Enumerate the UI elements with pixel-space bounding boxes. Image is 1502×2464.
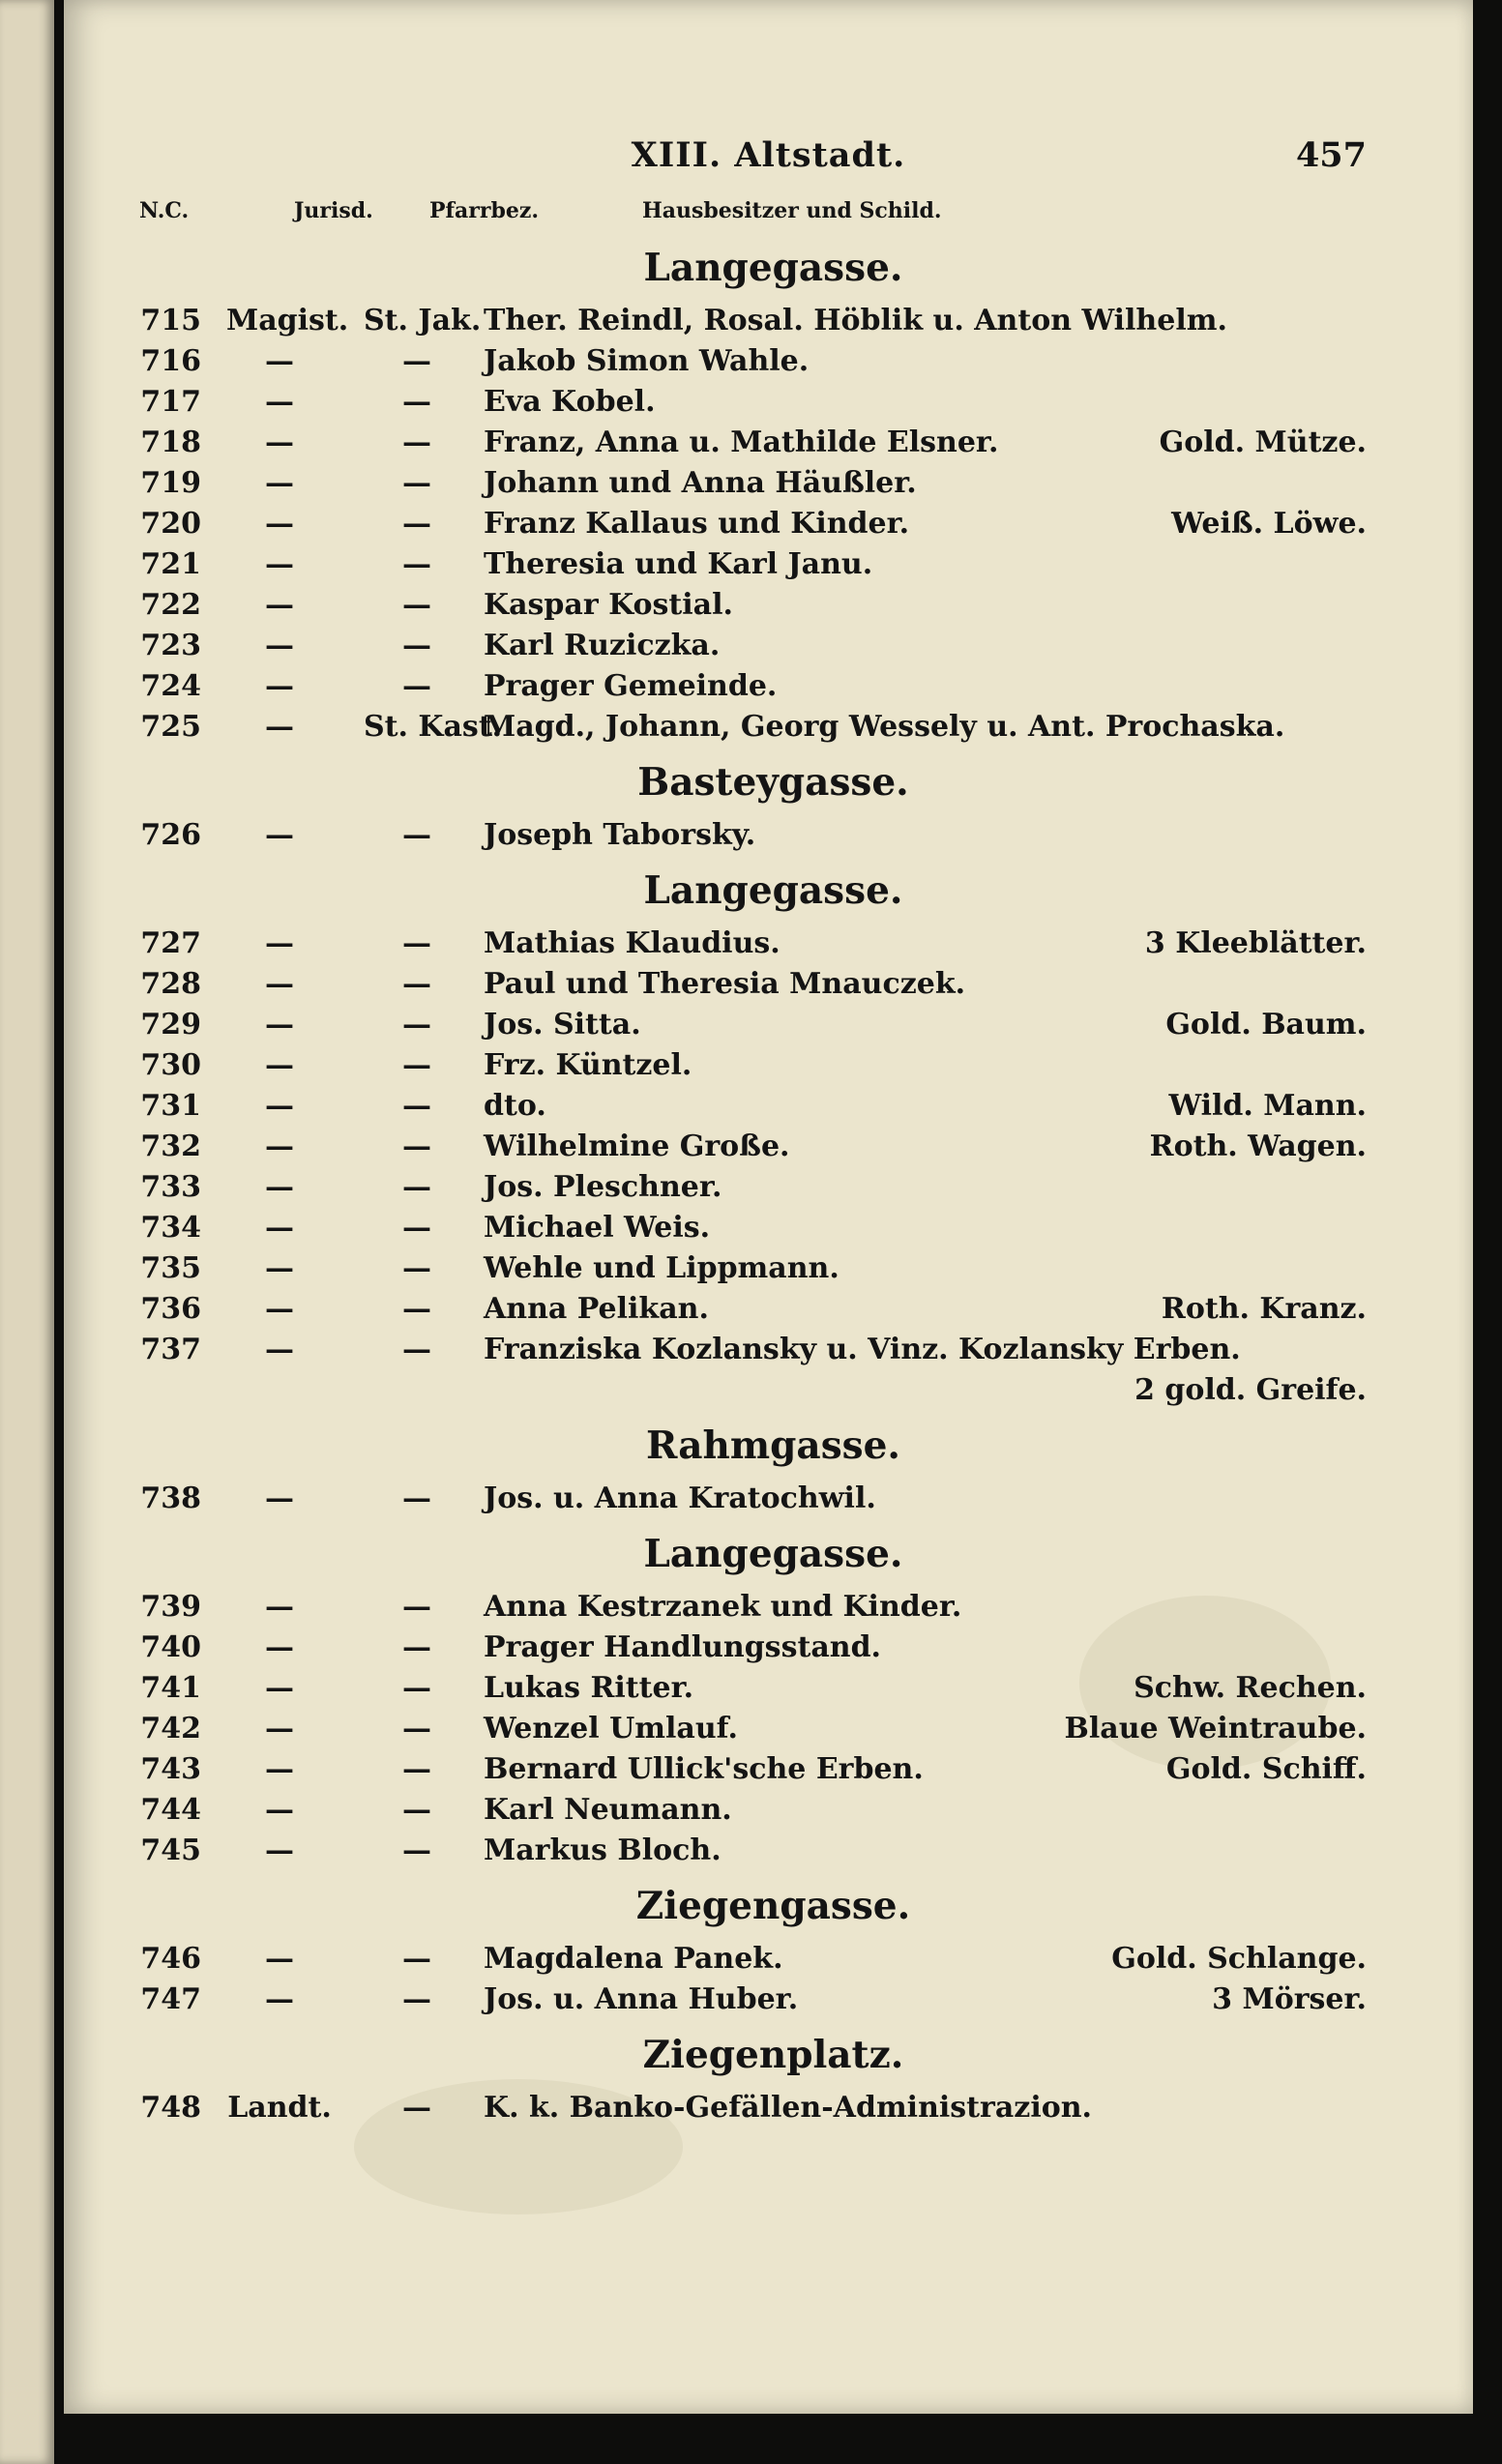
jurisdiction: — — [265, 1982, 294, 2016]
house-number: 742 — [140, 1712, 201, 1745]
list-item — [64, 545, 1473, 586]
jurisdiction: — — [265, 1833, 294, 1867]
house-number: 720 — [140, 507, 201, 541]
house-sign: 3 Kleeblätter. — [1144, 926, 1367, 960]
list-item — [64, 1209, 1473, 1249]
house-number: 739 — [140, 1590, 201, 1624]
list-item-continuation — [64, 1371, 1473, 1412]
house-number: 723 — [140, 629, 201, 662]
house-sign: Wild. Mann. — [1168, 1089, 1367, 1123]
jurisdiction: — — [265, 1292, 294, 1326]
house-number: 737 — [140, 1333, 201, 1366]
parish: — — [402, 818, 431, 852]
house-number: 734 — [140, 1211, 201, 1245]
street-heading: Ziegengasse. — [635, 1884, 911, 1928]
parish: — — [402, 669, 431, 703]
owner-name: Jos. u. Anna Kratochwil. — [484, 1481, 876, 1515]
jurisdiction: — — [265, 1170, 294, 1204]
jurisdiction: — — [265, 1630, 294, 1664]
parish: — — [402, 344, 431, 378]
page-header — [64, 135, 1473, 180]
book-page — [64, 0, 1473, 2414]
house-sign: Blaue Weintraube. — [1064, 1712, 1367, 1745]
owner-name: Michael Weis. — [484, 1211, 711, 1245]
jurisdiction: — — [265, 818, 294, 852]
list-item — [64, 383, 1473, 424]
owner-name: Anna Kestrzanek und Kinder. — [484, 1590, 962, 1624]
jurisdiction: — — [265, 1712, 294, 1745]
owner-name: Franziska Kozlansky u. Vinz. Kozlansky Erben. — [484, 1333, 1241, 1366]
jurisdiction: — — [265, 1793, 294, 1827]
house-number: 729 — [140, 1008, 201, 1041]
parish: — — [402, 1481, 431, 1515]
owner-name: Mathias Klaudius. — [484, 926, 780, 960]
house-number: 733 — [140, 1170, 201, 1204]
jurisdiction: — — [265, 1752, 294, 1786]
street-heading: Langegasse. — [643, 868, 903, 913]
house-number: 748 — [140, 2091, 201, 2125]
street-heading: Langegasse. — [643, 246, 903, 290]
jurisdiction: — — [265, 1251, 294, 1285]
jurisdiction: — — [265, 1481, 294, 1515]
list-item — [64, 1940, 1473, 1980]
jurisdiction: — — [265, 344, 294, 378]
owner-name: Prager Gemeinde. — [484, 669, 778, 703]
list-item — [64, 1249, 1473, 1290]
list-item — [64, 302, 1473, 342]
list-item — [64, 1669, 1473, 1710]
left-page-edge — [0, 0, 54, 2464]
list-item — [64, 1588, 1473, 1628]
parish: — — [402, 1333, 431, 1366]
owner-name: Karl Ruziczka. — [484, 629, 721, 662]
list-item — [64, 1087, 1473, 1128]
owner-name: Joseph Taborsky. — [484, 818, 756, 852]
list-item — [64, 627, 1473, 667]
parish: — — [402, 1008, 431, 1041]
house-number: 741 — [140, 1671, 201, 1705]
owner-name: Eva Kobel. — [484, 385, 656, 419]
house-number: 732 — [140, 1129, 201, 1163]
jurisdiction: — — [265, 588, 294, 622]
parish: — — [402, 1048, 431, 1082]
column-header-pfarr: Pfarrbez. — [429, 198, 539, 223]
list-item — [64, 1331, 1473, 1371]
owner-name: Kaspar Kostial. — [484, 588, 733, 622]
jurisdiction: — — [265, 1048, 294, 1082]
list-item — [64, 342, 1473, 383]
owner-name: Bernard Ullick'sche Erben. — [484, 1752, 924, 1786]
jurisdiction: — — [265, 926, 294, 960]
street-heading: Langegasse. — [643, 1532, 903, 1576]
house-number: 719 — [140, 466, 201, 500]
parish: — — [402, 1793, 431, 1827]
house-number: 715 — [140, 304, 201, 337]
owner-name: Magd., Johann, Georg Wessely u. Ant. Prochaska. — [484, 710, 1285, 744]
parish: — — [402, 466, 431, 500]
parish: — — [402, 1590, 431, 1624]
jurisdiction: — — [265, 547, 294, 581]
parish: — — [402, 1671, 431, 1705]
owner-name: Jos. Sitta. — [484, 1008, 641, 1041]
parish: — — [402, 926, 431, 960]
owner-name: Jakob Simon Wahle. — [484, 344, 810, 378]
owner-name: Karl Neumann. — [484, 1793, 732, 1827]
owner-name: Markus Bloch. — [484, 1833, 722, 1867]
list-item — [64, 1006, 1473, 1046]
house-number: 721 — [140, 547, 201, 581]
owner-name: Ther. Reindl, Rosal. Höblik u. Anton Wilhelm. — [484, 304, 1227, 337]
jurisdiction: — — [265, 1211, 294, 1245]
column-header-nc: N.C. — [139, 198, 190, 223]
house-sign: Gold. Baum. — [1165, 1008, 1367, 1041]
list-item — [64, 586, 1473, 627]
list-item — [64, 1628, 1473, 1669]
parish: — — [402, 629, 431, 662]
parish: — — [402, 507, 431, 541]
parish: — — [402, 588, 431, 622]
house-number: 726 — [140, 818, 201, 852]
list-item — [64, 464, 1473, 505]
owner-name: Frz. Küntzel. — [484, 1048, 692, 1082]
jurisdiction: — — [265, 629, 294, 662]
house-number: 740 — [140, 1630, 201, 1664]
jurisdiction: — — [265, 1333, 294, 1366]
house-number: 716 — [140, 344, 201, 378]
owner-name: Wilhelmine Große. — [484, 1129, 790, 1163]
house-sign: 2 gold. Greife. — [1134, 1373, 1367, 1407]
owner-name: dto. — [484, 1089, 546, 1123]
house-number: 738 — [140, 1481, 201, 1515]
house-sign: Roth. Kranz. — [1161, 1292, 1367, 1326]
jurisdiction: — — [265, 710, 294, 744]
list-item — [64, 1480, 1473, 1520]
parish: — — [402, 1630, 431, 1664]
list-item — [64, 1791, 1473, 1832]
column-headers — [139, 198, 1367, 231]
jurisdiction: — — [265, 1008, 294, 1041]
house-number: 727 — [140, 926, 201, 960]
list-item — [64, 2089, 1473, 2129]
house-number: 722 — [140, 588, 201, 622]
house-sign: Schw. Rechen. — [1134, 1671, 1367, 1705]
list-item — [64, 965, 1473, 1006]
jurisdiction: — — [265, 385, 294, 419]
list-item — [64, 1710, 1473, 1750]
parish: — — [402, 967, 431, 1001]
house-number: 717 — [140, 385, 201, 419]
parish: — — [402, 1089, 431, 1123]
house-sign: Weiß. Löwe. — [1171, 507, 1367, 541]
house-sign: Gold. Schiff. — [1165, 1752, 1367, 1786]
house-number: 746 — [140, 1942, 201, 1976]
directory-list — [64, 234, 1473, 2129]
owner-name: Anna Pelikan. — [484, 1292, 709, 1326]
owner-name: Paul und Theresia Mnauczek. — [484, 967, 966, 1001]
column-header-owner: Hausbesitzer und Schild. — [642, 198, 942, 223]
house-number: 730 — [140, 1048, 201, 1082]
owner-name: Franz Kallaus und Kinder. — [484, 507, 910, 541]
list-item — [64, 1750, 1473, 1791]
list-item — [64, 1046, 1473, 1087]
house-number: 736 — [140, 1292, 201, 1326]
list-item — [64, 424, 1473, 464]
jurisdiction: — — [265, 1089, 294, 1123]
house-number: 725 — [140, 710, 201, 744]
parish: — — [402, 1211, 431, 1245]
list-item — [64, 816, 1473, 857]
parish: — — [402, 1942, 431, 1976]
owner-name: Wehle und Lippmann. — [484, 1251, 839, 1285]
house-number: 743 — [140, 1752, 201, 1786]
owner-name: Jos. u. Anna Huber. — [484, 1982, 799, 2016]
owner-name: Magdalena Panek. — [484, 1942, 783, 1976]
owner-name: Johann und Anna Häußler. — [484, 466, 917, 500]
jurisdiction: — — [265, 1129, 294, 1163]
parish: — — [402, 425, 431, 459]
parish: — — [402, 2091, 431, 2125]
house-number: 718 — [140, 425, 201, 459]
jurisdiction: — — [265, 1942, 294, 1976]
house-number: 735 — [140, 1251, 201, 1285]
street-heading: Basteygasse. — [637, 760, 909, 805]
parish: — — [402, 1833, 431, 1867]
list-item — [64, 1832, 1473, 1872]
parish: — — [402, 1982, 431, 2016]
list-item — [64, 1290, 1473, 1331]
house-number: 745 — [140, 1833, 201, 1867]
parish: — — [402, 547, 431, 581]
house-number: 724 — [140, 669, 201, 703]
list-item — [64, 505, 1473, 545]
owner-name: Jos. Pleschner. — [484, 1170, 722, 1204]
parish: — — [402, 1129, 431, 1163]
parish: — — [402, 1251, 431, 1285]
owner-name: Theresia und Karl Janu. — [484, 547, 873, 581]
owner-name: Wenzel Umlauf. — [484, 1712, 738, 1745]
list-item — [64, 667, 1473, 708]
parish: St. Jak. — [364, 304, 482, 337]
page-number: 457 — [1295, 135, 1367, 175]
page-title: XIII. Altstadt. — [631, 135, 906, 175]
parish: — — [402, 1292, 431, 1326]
list-item — [64, 1168, 1473, 1209]
street-heading: Ziegenplatz. — [642, 2033, 904, 2077]
parish: — — [402, 1170, 431, 1204]
house-sign: Roth. Wagen. — [1149, 1129, 1367, 1163]
house-sign: Gold. Mütze. — [1159, 425, 1367, 459]
column-header-jurisd: Jurisd. — [294, 198, 373, 223]
owner-name: Franz, Anna u. Mathilde Elsner. — [484, 425, 999, 459]
jurisdiction: — — [265, 1590, 294, 1624]
house-sign: 3 Mörser. — [1212, 1982, 1367, 2016]
list-item — [64, 708, 1473, 748]
street-heading: Rahmgasse. — [645, 1423, 901, 1468]
jurisdiction: — — [265, 1671, 294, 1705]
house-number: 728 — [140, 967, 201, 1001]
parish: St. Kast. — [364, 710, 503, 744]
parish: — — [402, 1752, 431, 1786]
list-item — [64, 924, 1473, 965]
owner-name: Lukas Ritter. — [484, 1671, 694, 1705]
parish: — — [402, 1712, 431, 1745]
parish: — — [402, 385, 431, 419]
jurisdiction: — — [265, 466, 294, 500]
jurisdiction: Landt. — [227, 2091, 332, 2125]
house-sign: Gold. Schlange. — [1111, 1942, 1367, 1976]
owner-name: K. k. Banko-Gefällen-Administrazion. — [484, 2091, 1092, 2125]
house-number: 731 — [140, 1089, 201, 1123]
owner-name: Prager Handlungsstand. — [484, 1630, 881, 1664]
jurisdiction: — — [265, 507, 294, 541]
jurisdiction: — — [265, 425, 294, 459]
list-item — [64, 1980, 1473, 2021]
jurisdiction: — — [265, 669, 294, 703]
jurisdiction: Magist. — [226, 304, 349, 337]
house-number: 744 — [140, 1793, 201, 1827]
jurisdiction: — — [265, 967, 294, 1001]
house-number: 747 — [140, 1982, 201, 2016]
list-item — [64, 1128, 1473, 1168]
